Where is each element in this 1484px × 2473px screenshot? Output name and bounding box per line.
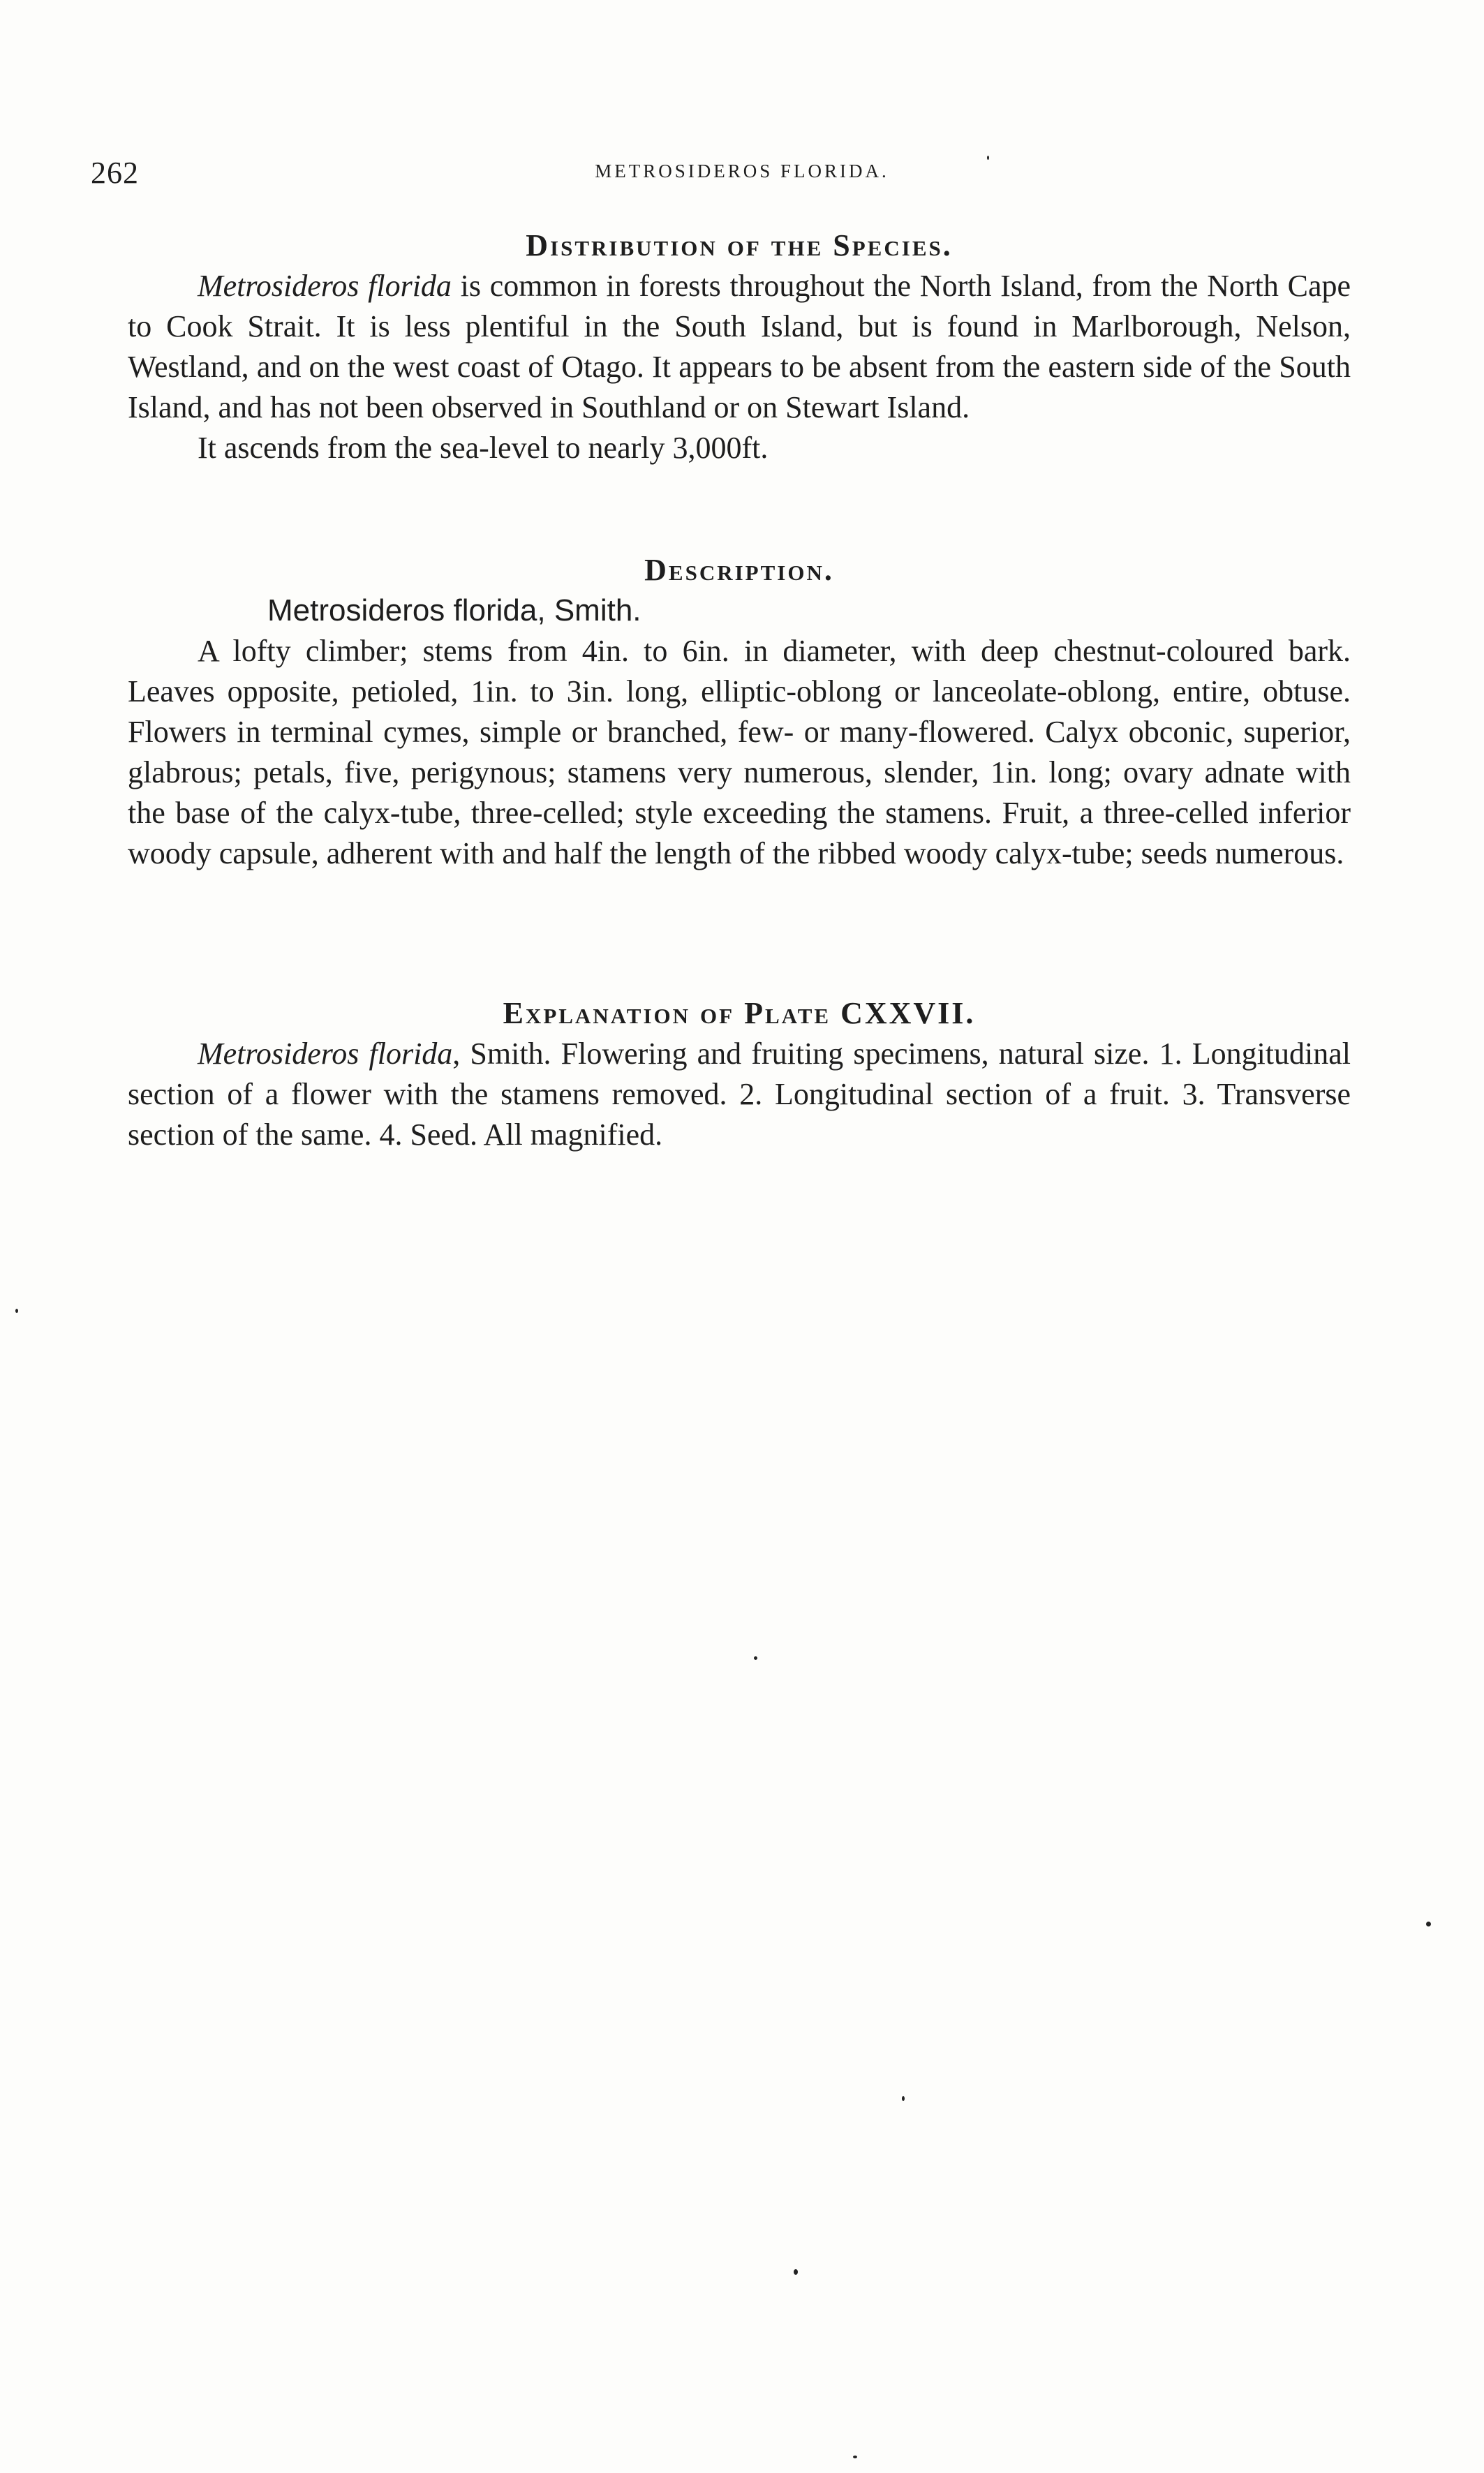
distribution-text: is common in forests throughout the North Island, from the North Cape to Cook Strait. It is less plentiful in the South Island, but is found in Marlborough, Nelson, Westland, and on the west coast of Otago. It appears to be absent from the eastern side of the South Island, and has not been observed in Southland or on Stewart Island. bbox=[128, 269, 1351, 424]
ink-speck bbox=[987, 156, 989, 160]
plate-species-italic: Metrosideros florida bbox=[198, 1037, 453, 1071]
species-name-italic: Metrosideros florida bbox=[198, 269, 452, 303]
ink-speck bbox=[754, 1656, 757, 1660]
ink-speck bbox=[853, 2456, 857, 2458]
plate-paragraph bbox=[128, 1034, 1351, 1155]
description-heading: Description. bbox=[644, 553, 834, 587]
ink-speck bbox=[794, 2269, 798, 2275]
altitude-paragraph: It ascends from the sea-level to nearly 3,000ft. bbox=[198, 431, 769, 465]
plate-text: , Smith. Flowering and fruiting specimens, natural size. 1. Longitudinal section of a flower with the stamens removed. 2. Longitudinal section of a fruit. 3. Transverse section of the same. 4. Seed. All magnified. bbox=[128, 1037, 1351, 1152]
ink-speck bbox=[1426, 1922, 1431, 1926]
running-head bbox=[0, 155, 1484, 197]
page-number: 262 bbox=[91, 156, 139, 190]
ink-speck bbox=[15, 1309, 18, 1313]
distribution-paragraph bbox=[128, 266, 1351, 428]
plate-explanation-section bbox=[128, 993, 1351, 1155]
ink-speck bbox=[902, 2096, 905, 2101]
description-section bbox=[128, 550, 1351, 874]
description-paragraph: A lofty climber; stems from 4in. to 6in. in diameter, with deep chestnut-coloured bark. Leaves opposite, petioled, 1in. to 3in. long, elliptic-oblong or lanceolate-oblong, entire, obtuse. Flowers in terminal cymes, simple or branched, few- or many-flowered. Calyx obconic, superior, glabrous; petals, five, perigynous; stamens very numerous, slender, 1in. long; ovary adnate with the base of the calyx-tube, three-celled; style exceeding the stamens. Fruit, a three-celled inferior woody capsule, adherent with and half the length of the ribbed woody calyx-tube; seeds numerous. bbox=[128, 634, 1351, 870]
distribution-heading: Distribution of the Species. bbox=[526, 228, 953, 262]
running-title: METROSIDEROS FLORIDA. bbox=[595, 161, 889, 181]
distribution-section bbox=[128, 225, 1351, 468]
species-title: Metrosideros florida, Smith. bbox=[267, 593, 641, 627]
plate-heading: Explanation of Plate CXXVII. bbox=[503, 996, 976, 1030]
